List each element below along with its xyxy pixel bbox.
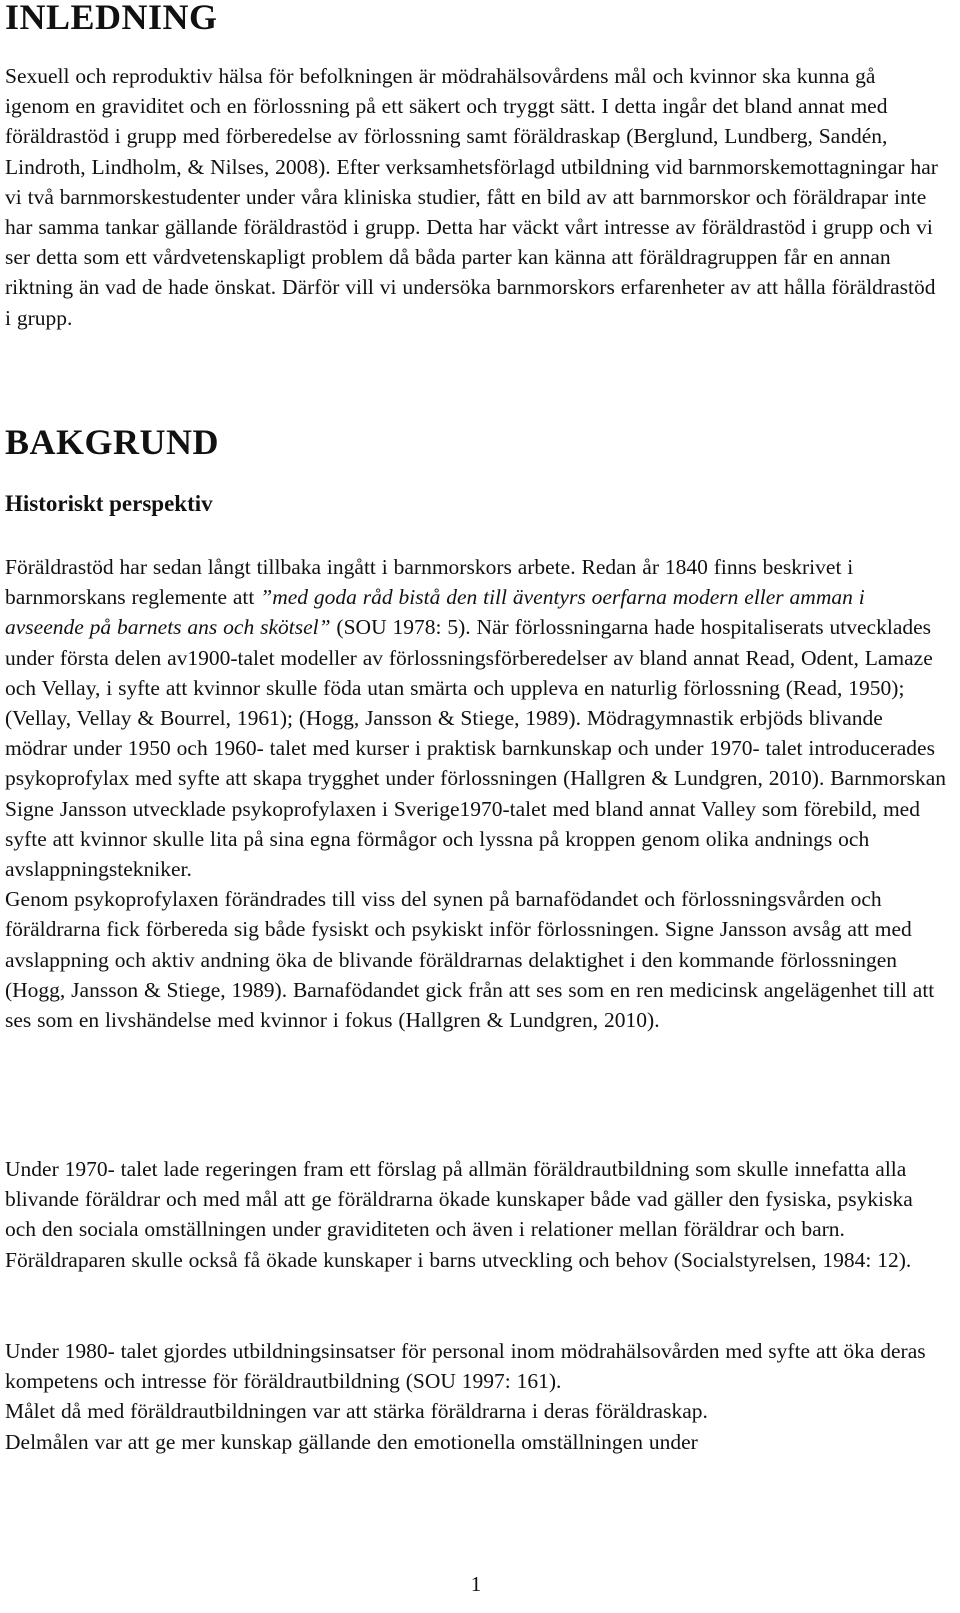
paragraph-psykoprofylax: Genom psykoprofylaxen förändrades till viss del synen på barnafödandet och förlossningsvården och föräldrarna fick förbereda sig både fysiskt och psykiskt inför förlossningen. Signe Jansson avsåg att med avslappning och aktiv andning öka de blivande föräldrarnas delaktighet i den kommande förlossningen (Hogg, Jansson & Stiege, 1989). Barnafödandet gick från att ses som en ren medicinsk angelägenhet till att ses som en livshändelse med kvinnor i fokus (Hallgren & Lundgren, 2010). [5, 887, 935, 1033]
heading-historiskt-perspektiv: Historiskt perspektiv [5, 491, 213, 516]
paragraph-historiskt [5, 552, 947, 1035]
heading-bakgrund: BAKGRUND [5, 422, 220, 462]
paragraph-historiskt-text [5, 552, 947, 884]
page-number: 1 [470, 1572, 482, 1596]
reglemente-quote: ”med goda råd bistå den till äventyrs oerfarna modern eller amman i avseende på barnets ans och skötsel” [5, 585, 865, 640]
paragraph-historiskt-part-b: (SOU 1978: 5). När förlossningarna hade hospitaliserats utvecklades under första delen av1900-talet modeller av förlossningsförberedelser av bland annat Read, Odent, Lamaze och Vellay, i syfte att kvinnor skulle föda utan smärta och uppleva en naturlig förlossning (Read, 1950); (Vellay, Vellay & Bourrel, 1961); (Hogg, Jansson & Stiege, 1989). Mödragymnastik erbjöds blivande mödrar under 1950 och 1960- talet med kurser i praktisk barnkunskap och under 1970- talet introducerades psykoprofylax med syfte att skapa trygghet under förlossningen (Hallgren & Lundgren, 2010). Barnmorskan Signe Jansson utvecklade psykoprofylaxen i Sverige1970-talet med bland annat Valley som förebild, med syfte att kvinnor skulle lita på sina egna förmågor och lyssna på kroppen genom olika andnings och avslappningstekniker. [5, 615, 947, 882]
paragraph-1980-line-a: Under 1980- talet gjordes utbildningsinsatser för personal inom mödrahälsovården med syfte att öka deras kompetens och intresse för föräldrautbildning (SOU 1997: 161). [5, 1339, 926, 1394]
paragraph-historiskt-part-a: Föräldrastöd har sedan långt tillbaka ingått i barnmorskors arbete. Redan år 1840 finns beskrivet i barnmorskans reglemente att [5, 555, 854, 610]
paragraph-1980-line-c: Delmålen var att ge mer kunskap gällande den emotionella omställningen under [5, 1429, 698, 1454]
paragraph-inledning: Sexuell och reproduktiv hälsa för befolkningen är mödrahälsovårdens mål och kvinnor ska kunna gå igenom en graviditet och en förlossning på ett säkert och tryggt sätt. I detta ingår det bland annat med föräldrastöd i grupp med förberedelse av förlossning samt föräldraskap (Berglund, Lundberg, Sandén, Lindroth, Lindholm, & Nilses, 2008). Efter verksamhetsförlagd utbildning vid barnmorskemottagningar har vi två barnmorskestudenter under våra kliniska studier, fått en bild av att barnmorskor och föräldrapar inte har samma tankar gällande föräldrastöd i grupp. Detta har väckt vårt intresse av föräldrastöd i grupp och vi ser detta som ett vårdvetenskapligt problem då båda parter kan känna att föräldragruppen får en annan riktning än vad de hade önskat. Därför vill vi undersöka barnmorskors erfarenheter av att hålla föräldrastöd i grupp. [5, 64, 938, 330]
paragraph-1980-talet [5, 1336, 935, 1457]
paragraph-1970-talet: Under 1970- talet lade regeringen fram ett förslag på allmän föräldrautbildning som skulle innefatta alla blivande föräldrar och med mål att ge föräldrarna ökade kunskaper både vad gäller den fysiska, psykiska och den sociala omställningen under graviditeten och även i relationer mellan föräldrar och barn. Föräldraparen skulle också få ökade kunskaper i barns utveckling och behov (Socialstyrelsen, 1984: 12). [5, 1157, 913, 1272]
heading-inledning: INLEDNING [5, 0, 218, 37]
paragraph-1980-line-b: Målet då med föräldrautbildningen var att stärka föräldrarna i deras föräldraskap. [5, 1399, 708, 1424]
